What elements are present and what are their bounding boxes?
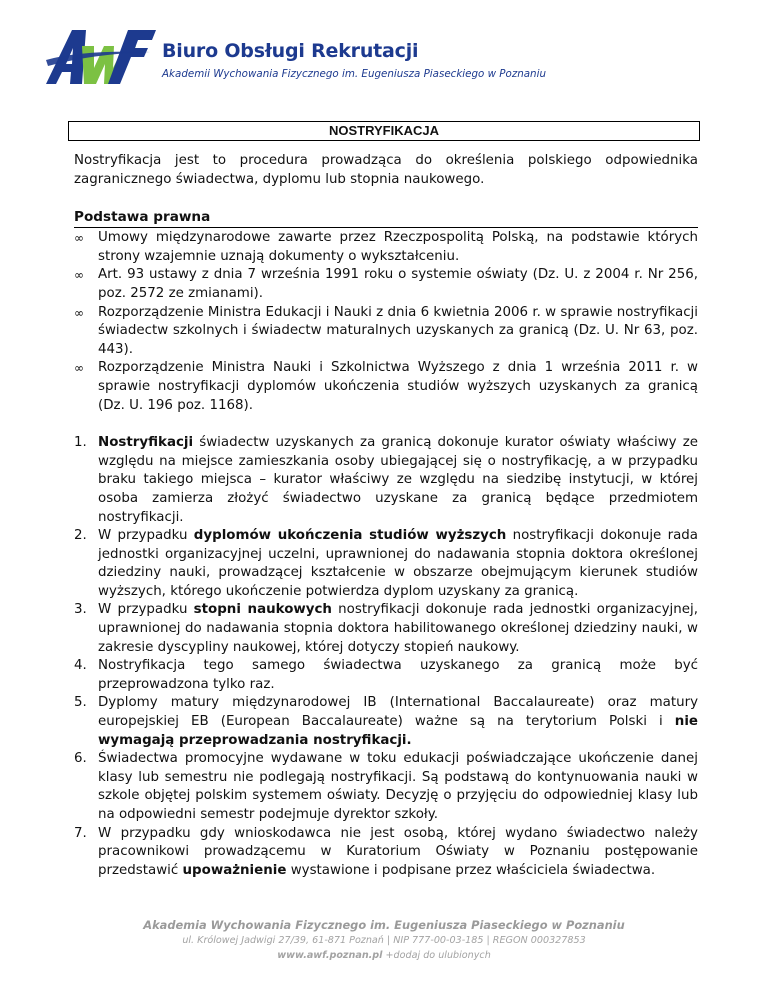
item-text-bold: dyplomów ukończenia studiów wyższych xyxy=(193,528,507,544)
list-item xyxy=(74,359,698,415)
item-text-post: wystawione i podpisane przez właściciela świadectwa. xyxy=(286,862,656,878)
legal-basis-heading: Podstawa prawna xyxy=(74,209,698,228)
item-text-post: nostryfikacji dokonuje rada jednostki organizacyjnej uczelni, uprawnionej do nadawania stopnia doktora określonej dziedziny nauki, prowadzącej kształcenie w obszarze obejmującym kierunek studiów wyższych, którego ukończenie potwierdza dyplom uzyskany za granicą. xyxy=(98,528,698,599)
item-number: 1. xyxy=(74,435,87,451)
item-number: 2. xyxy=(74,528,87,544)
legal-item-text: Rozporządzenie Ministra Edukacji i Nauki z dnia 6 kwietnia 2006 r. w sprawie nostryfikacji świadectw szkolnych i świadectw maturalnych uzyskanych za granicą (Dz. U. Nr 63, poz. 443). xyxy=(98,304,698,357)
item-text-pre: Nostryfikacja tego samego świadectwa uzyskanego za granicą może być przeprowadzona tylko raz. xyxy=(98,658,698,692)
item-text-pre: W przypadku xyxy=(98,528,194,544)
footer-institution: Akademia Wychowania Fizycznego im. Eugeniusza Piaseckiego w Poznaniu xyxy=(143,918,625,932)
list-item xyxy=(74,750,698,824)
intro-paragraph: Nostryfikacja jest to procedura prowadząca do określenia polskiego odpowiednika zagranicznego świadectwa, dyplomu lub stopnia naukowego. xyxy=(74,153,698,187)
awf-logo xyxy=(42,24,158,88)
document-title: NOSTRYFIKACJA xyxy=(68,121,700,141)
item-text-pre: Dyplomy matury międzynarodowej IB (International Baccalaureate) oraz matury europejskiej EB (European Baccalaureate) ważne są na terytorium Polski i xyxy=(98,695,698,730)
infinity-bullet-icon: ∞ xyxy=(74,268,84,283)
item-text-pre: W przypadku gdy wnioskodawca nie jest osobą, której wydano świadectwo należy pracownikowi prowadzącemu w Kuratorium Oświaty w Poznaniu postępowanie przedstawić xyxy=(98,825,698,878)
logo-text xyxy=(162,40,546,81)
legal-item-text: Umowy międzynarodowe zawarte przez Rzeczpospolitą Polską, na podstawie których strony wzajemnie uznają dokumenty o wykształceniu. xyxy=(98,230,698,264)
list-item xyxy=(74,229,698,266)
list-item xyxy=(74,825,698,881)
page-header xyxy=(42,22,742,92)
list-item xyxy=(74,304,698,360)
item-text-bold: Nostryfikacji xyxy=(98,435,194,451)
list-item xyxy=(74,434,698,527)
item-number: 7. xyxy=(74,825,87,841)
list-item xyxy=(74,694,698,750)
list-item xyxy=(74,266,698,303)
legal-item-text: Art. 93 ustawy z dnia 7 września 1991 roku o systemie oświaty (Dz. U. z 2004 r. Nr 256, poz. 2572 ze zmianami). xyxy=(98,267,698,301)
item-text-post: nostryfikacji dokonuje rada jednostki organizacyjnej, uprawnionej do nadawania stopnia doktora habilitowanego określonej dziedziny nauki, w zakresie dyscypliny naukowej, której dotyczy stopień naukowy. xyxy=(98,602,698,655)
infinity-bullet-icon: ∞ xyxy=(74,361,84,376)
page-footer xyxy=(0,918,768,963)
item-text-pre: Świadectwa promocyjne wydawane w toku edukacji poświadczające ukończenie danej klasy lub semestru nie podlegają nostryfikacji. Są podstawą do kontynuowania nauki w szkole objętej polskim systemem oświaty. Decyzję o przyjęciu do odpowiedniej klasy lub na odpowiedni semestr podejmuje dyrektor szkoły. xyxy=(98,751,698,822)
item-number: 4. xyxy=(74,658,87,674)
list-item xyxy=(74,601,698,657)
infinity-bullet-icon: ∞ xyxy=(74,231,84,246)
list-item xyxy=(74,657,698,694)
office-subtitle: Akademii Wychowania Fizycznego im. Eugeniusza Piaseckiego w Poznaniu xyxy=(162,68,546,80)
item-text-pre: W przypadku xyxy=(98,602,194,618)
list-item xyxy=(74,527,698,601)
add-to-favorites-link[interactable]: +dodaj do ulubionych xyxy=(385,950,491,961)
footer-address: ul. Królowej Jadwigi 27/39, 61-871 Poznań | NIP 777-00-03-185 | REGON 000327853 xyxy=(182,935,586,946)
footer-links xyxy=(0,948,768,963)
document-body xyxy=(74,152,698,880)
item-number: 5. xyxy=(74,695,87,711)
rules-list xyxy=(74,434,698,880)
item-text-bold: stopni naukowych xyxy=(193,602,332,618)
item-text-bold: upoważnienie xyxy=(182,862,287,878)
office-title: Biuro Obsługi Rekrutacji xyxy=(162,40,419,62)
item-number: 3. xyxy=(74,602,87,618)
item-number: 6. xyxy=(74,751,87,767)
infinity-bullet-icon: ∞ xyxy=(74,305,84,320)
item-text-bold: nie wymagają przeprowadzania nostryfikacji. xyxy=(98,714,698,748)
website-link[interactable]: www.awf.poznan.pl xyxy=(277,950,383,961)
item-text-post: świadectw uzyskanych za granicą dokonuje kurator oświaty właściwy ze względu na miejsce zamieszkania osoby ubiegającej się o nostryfikację, a w przypadku braku takiego miejsca – kurator właściwy ze względu na siedzibę instytucji, w której osoba zamierza złożyć świadectwo uzyskane za granicą będące przedmiotem nostryfikacji. xyxy=(98,435,698,525)
legal-item-text: Rozporządzenie Ministra Nauki i Szkolnictwa Wyższego z dnia 1 września 2011 r. w sprawie nostryfikacji dyplomów ukończenia studiów wyższych uzyskanych za granicą (Dz. U. 196 poz. 1168). xyxy=(98,360,698,413)
legal-basis-list xyxy=(74,229,698,415)
